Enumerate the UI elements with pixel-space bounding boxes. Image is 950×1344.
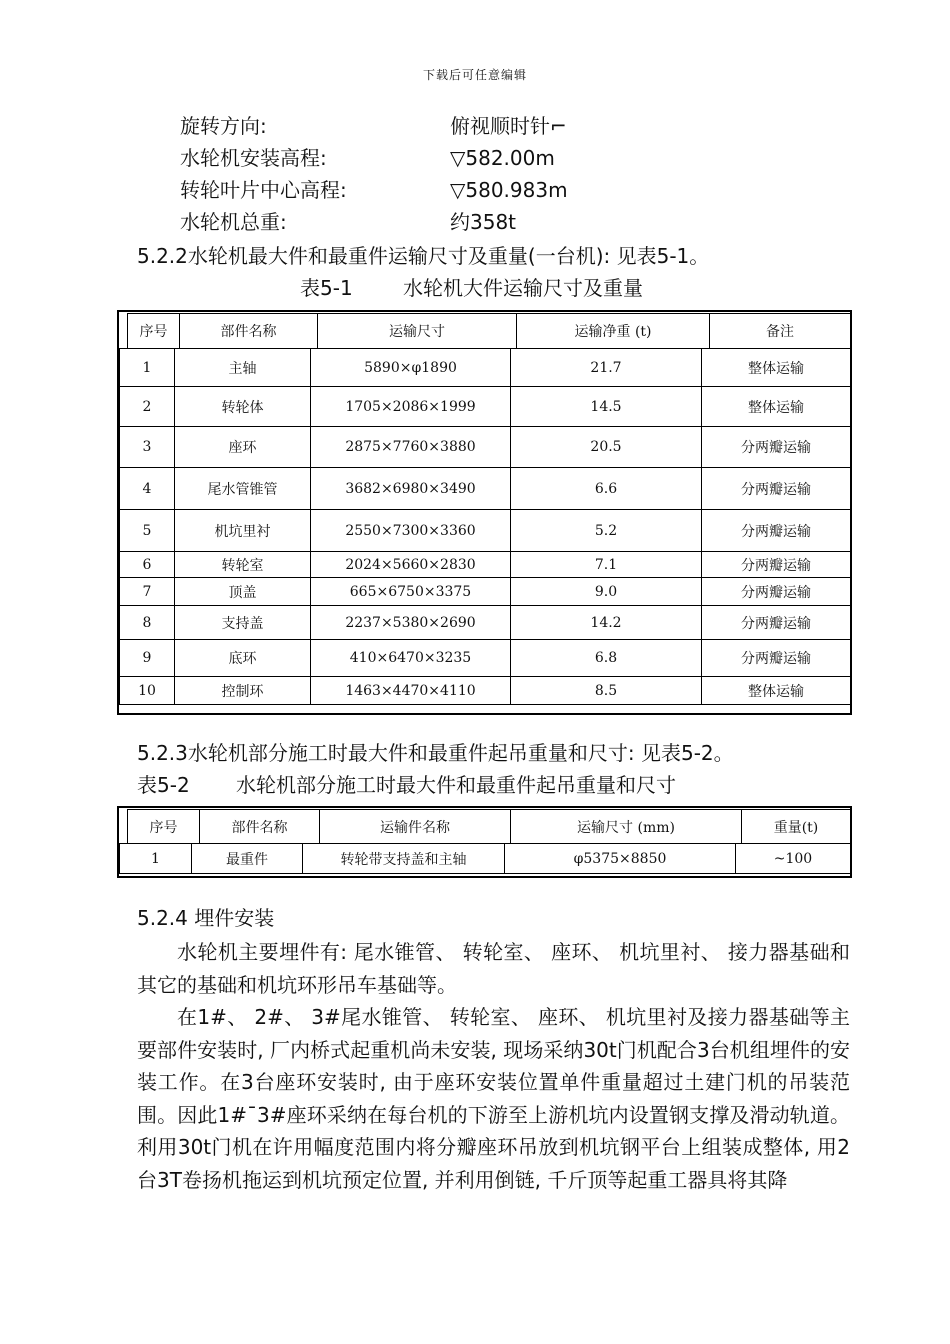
table1-cell: 尾水管锥管 <box>175 468 311 510</box>
table-row <box>120 844 851 874</box>
table1-cell: 2875×7760×3880 <box>311 427 511 468</box>
section-5-2-2: 5.2.2水轮机最大件和最重件运输尺寸及重量(一台机): 见表5-1。 <box>137 244 710 268</box>
table1-cell: 座环 <box>175 427 311 468</box>
table1-cell: 5890×φ1890 <box>311 349 511 387</box>
param-install-elevation <box>180 143 555 173</box>
table1-cell: 665×6750×3375 <box>311 578 511 606</box>
table-row <box>120 606 851 640</box>
table1-cell: 控制环 <box>175 677 311 705</box>
table1-header-cell: 序号 <box>128 314 180 349</box>
param-total-weight <box>180 207 517 237</box>
table1-cell: 2550×7300×3360 <box>311 510 511 552</box>
table2-cell: 最重件 <box>192 844 303 874</box>
table2-cell: φ5375×8850 <box>505 844 736 874</box>
table1-cell: 6 <box>120 552 175 578</box>
table1-cell: 14.2 <box>511 606 702 640</box>
table1-cell: 6.8 <box>511 640 702 677</box>
table2-header-cell: 运输尺寸 (mm) <box>511 810 742 844</box>
table1-cell: 8.5 <box>511 677 702 705</box>
table1-cell: 主轴 <box>175 349 311 387</box>
table1-cell: 分两瓣运输 <box>702 427 851 468</box>
table2-caption-number: 表5-2 <box>137 773 190 797</box>
section-5-2-4: 5.2.4 埋件安装 <box>137 906 275 930</box>
table1-cell: 机坑里衬 <box>175 510 311 552</box>
table1-cell: 3 <box>120 427 175 468</box>
param-value: 俯视顺时针⌐ <box>450 114 567 138</box>
table1-cell: 转轮室 <box>175 552 311 578</box>
paragraph: 在1#、 2#、 3#尾水锥管、 转轮室、 座环、 机坑里衬及接力器基础等主要部件安装时, 厂内桥式起重机尚未安装, 现场采纳30t门机配合3台机组埋件的安装工作。在3台座环安装时, 由于座环安装位置单件重量超过土建门机的吊装范围。因此1#¯3#座环采纳在每台机的下游至上游机坑内设置钢支撑及滑动轨道。利用30t门机在许用幅度范围内将分瓣座环吊放到机坑钢平台上组装成整体, 用2台3T卷扬机拖运到机坑预定位置, 并利用倒链, 千斤顶等起重工器具将其降 <box>137 1005 850 1192</box>
table1-cell: 底环 <box>175 640 311 677</box>
table1-cell: 20.5 <box>511 427 702 468</box>
table2-caption-title: 水轮机部分施工时最大件和最重件起吊重量和尺寸 <box>236 773 677 797</box>
table1-cell: 5 <box>120 510 175 552</box>
table1-cell: 分两瓣运输 <box>702 640 851 677</box>
table2-caption <box>137 770 676 800</box>
table-row <box>120 387 851 427</box>
param-label: 转轮叶片中心高程: <box>180 178 347 202</box>
table1-cell: 1 <box>120 349 175 387</box>
table2-header-cell: 部件名称 <box>200 810 320 844</box>
param-value: ▽580.983m <box>450 178 568 202</box>
table1-header-cell: 备注 <box>710 314 851 349</box>
table1-header-cell: 运输净重 (t) <box>517 314 710 349</box>
table1-cell: 7.1 <box>511 552 702 578</box>
table1-cell: 2237×5380×2690 <box>311 606 511 640</box>
param-value: 约358t <box>450 210 517 234</box>
table2-body <box>119 843 851 874</box>
table1-cell: 7 <box>120 578 175 606</box>
table2-cell: ~100 <box>736 844 851 874</box>
table1-cell: 3682×6980×3490 <box>311 468 511 510</box>
table1-cell: 分两瓣运输 <box>702 606 851 640</box>
table-row <box>120 468 851 510</box>
section-5-2-3: 5.2.3水轮机部分施工时最大件和最重件起吊重量和尺寸: 见表5-2。 <box>137 741 734 765</box>
table-row <box>120 640 851 677</box>
table1-cell: 分两瓣运输 <box>702 468 851 510</box>
table-row <box>120 427 851 468</box>
table2-header-cell: 序号 <box>128 810 200 844</box>
table1-cell: 整体运输 <box>702 677 851 705</box>
table1-cell: 转轮体 <box>175 387 311 427</box>
table2 <box>127 809 851 844</box>
page-header: 下载后可任意编辑 <box>422 68 527 82</box>
table1-cell: 21.7 <box>511 349 702 387</box>
table1-cell: 2 <box>120 387 175 427</box>
table2-header-cell: 运输件名称 <box>320 810 511 844</box>
table2-header-cell: 重量(t) <box>742 810 851 844</box>
table1-cell: 整体运输 <box>702 349 851 387</box>
table1-cell: 顶盖 <box>175 578 311 606</box>
table-row <box>120 578 851 606</box>
table2-cell: 转轮带支持盖和主轴 <box>303 844 505 874</box>
param-label: 水轮机总重: <box>180 210 287 234</box>
param-rotation <box>180 111 567 141</box>
param-label: 旋转方向: <box>180 114 267 138</box>
table1-header-row <box>128 314 851 349</box>
param-label: 水轮机安装高程: <box>180 146 327 170</box>
table-row <box>120 510 851 552</box>
table1-cell: 5.2 <box>511 510 702 552</box>
table1-caption-number: 表5-1 <box>300 276 353 300</box>
table1-cell: 分两瓣运输 <box>702 578 851 606</box>
table2-cell: 1 <box>120 844 192 874</box>
table1-header-cell: 部件名称 <box>180 314 318 349</box>
table-row <box>120 677 851 705</box>
paragraph: 水轮机主要埋件有: 尾水锥管、 转轮室、 座环、 机坑里衬、 接力器基础和其它的基础和机坑环形吊车基础等。 <box>137 940 850 997</box>
body-text <box>137 936 850 1196</box>
table1-cell: 分两瓣运输 <box>702 552 851 578</box>
table1-cell: 支持盖 <box>175 606 311 640</box>
table1-cell: 1705×2086×1999 <box>311 387 511 427</box>
table1-cell: 9 <box>120 640 175 677</box>
table1-caption <box>300 273 643 303</box>
table1-cell: 分两瓣运输 <box>702 510 851 552</box>
table1-cell: 1463×4470×4110 <box>311 677 511 705</box>
table1-caption-title: 水轮机大件运输尺寸及重量 <box>403 276 644 300</box>
table1-cell: 9.0 <box>511 578 702 606</box>
table1-header-cell: 运输尺寸 <box>318 314 517 349</box>
param-blade-center-elevation <box>180 175 568 205</box>
table1-cell: 6.6 <box>511 468 702 510</box>
table1-cell: 整体运输 <box>702 387 851 427</box>
param-value: ▽582.00m <box>450 146 555 170</box>
table1-cell: 8 <box>120 606 175 640</box>
table1-cell: 10 <box>120 677 175 705</box>
table-row <box>120 552 851 578</box>
table1-cell: 2024×5660×2830 <box>311 552 511 578</box>
table1-cell: 410×6470×3235 <box>311 640 511 677</box>
table1-cell: 14.5 <box>511 387 702 427</box>
table1-cell: 4 <box>120 468 175 510</box>
table1 <box>127 313 851 349</box>
table2-header-row <box>128 810 851 844</box>
table1-body <box>119 348 851 705</box>
table-row <box>120 349 851 387</box>
